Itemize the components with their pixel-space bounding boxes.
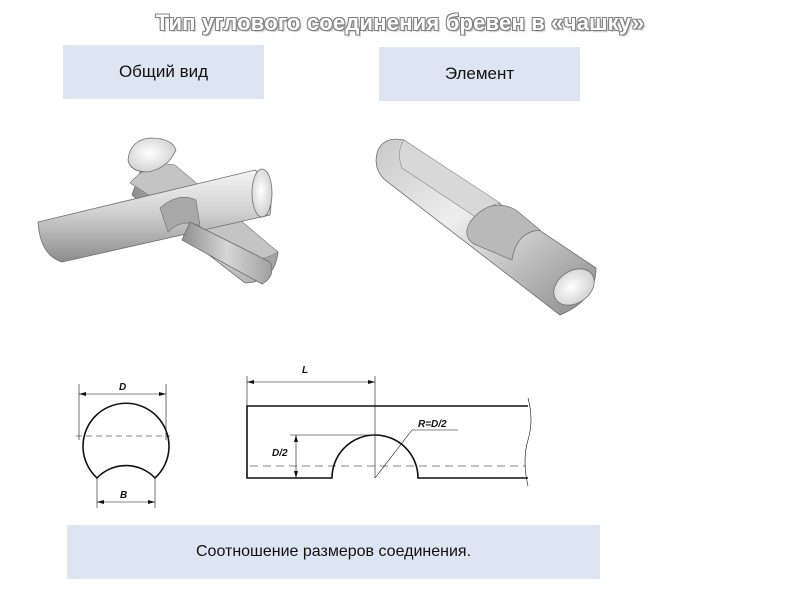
page-title: Тип углового соединения бревен в «чашку»: [155, 10, 645, 35]
element-label-text: Элемент: [444, 64, 515, 83]
caption-label-text: Соотношение размеров соединения.: [195, 543, 472, 560]
dimension-radius-label: R=D/2: [418, 419, 447, 430]
dimension-half-d-label: D/2: [272, 448, 288, 459]
side-view-drawing: [247, 376, 531, 486]
log-upper-end: [252, 169, 272, 217]
side-view-outline: [247, 406, 528, 478]
dimension-b-label: B: [120, 490, 128, 501]
cross-section-outline: [83, 403, 169, 478]
general-view-label-text: Общий вид: [118, 62, 209, 81]
general-view-drawing: [38, 138, 278, 284]
element-drawing: [376, 139, 601, 315]
dimension-l-label: L: [302, 365, 309, 376]
dimension-d-label: D: [119, 382, 127, 393]
